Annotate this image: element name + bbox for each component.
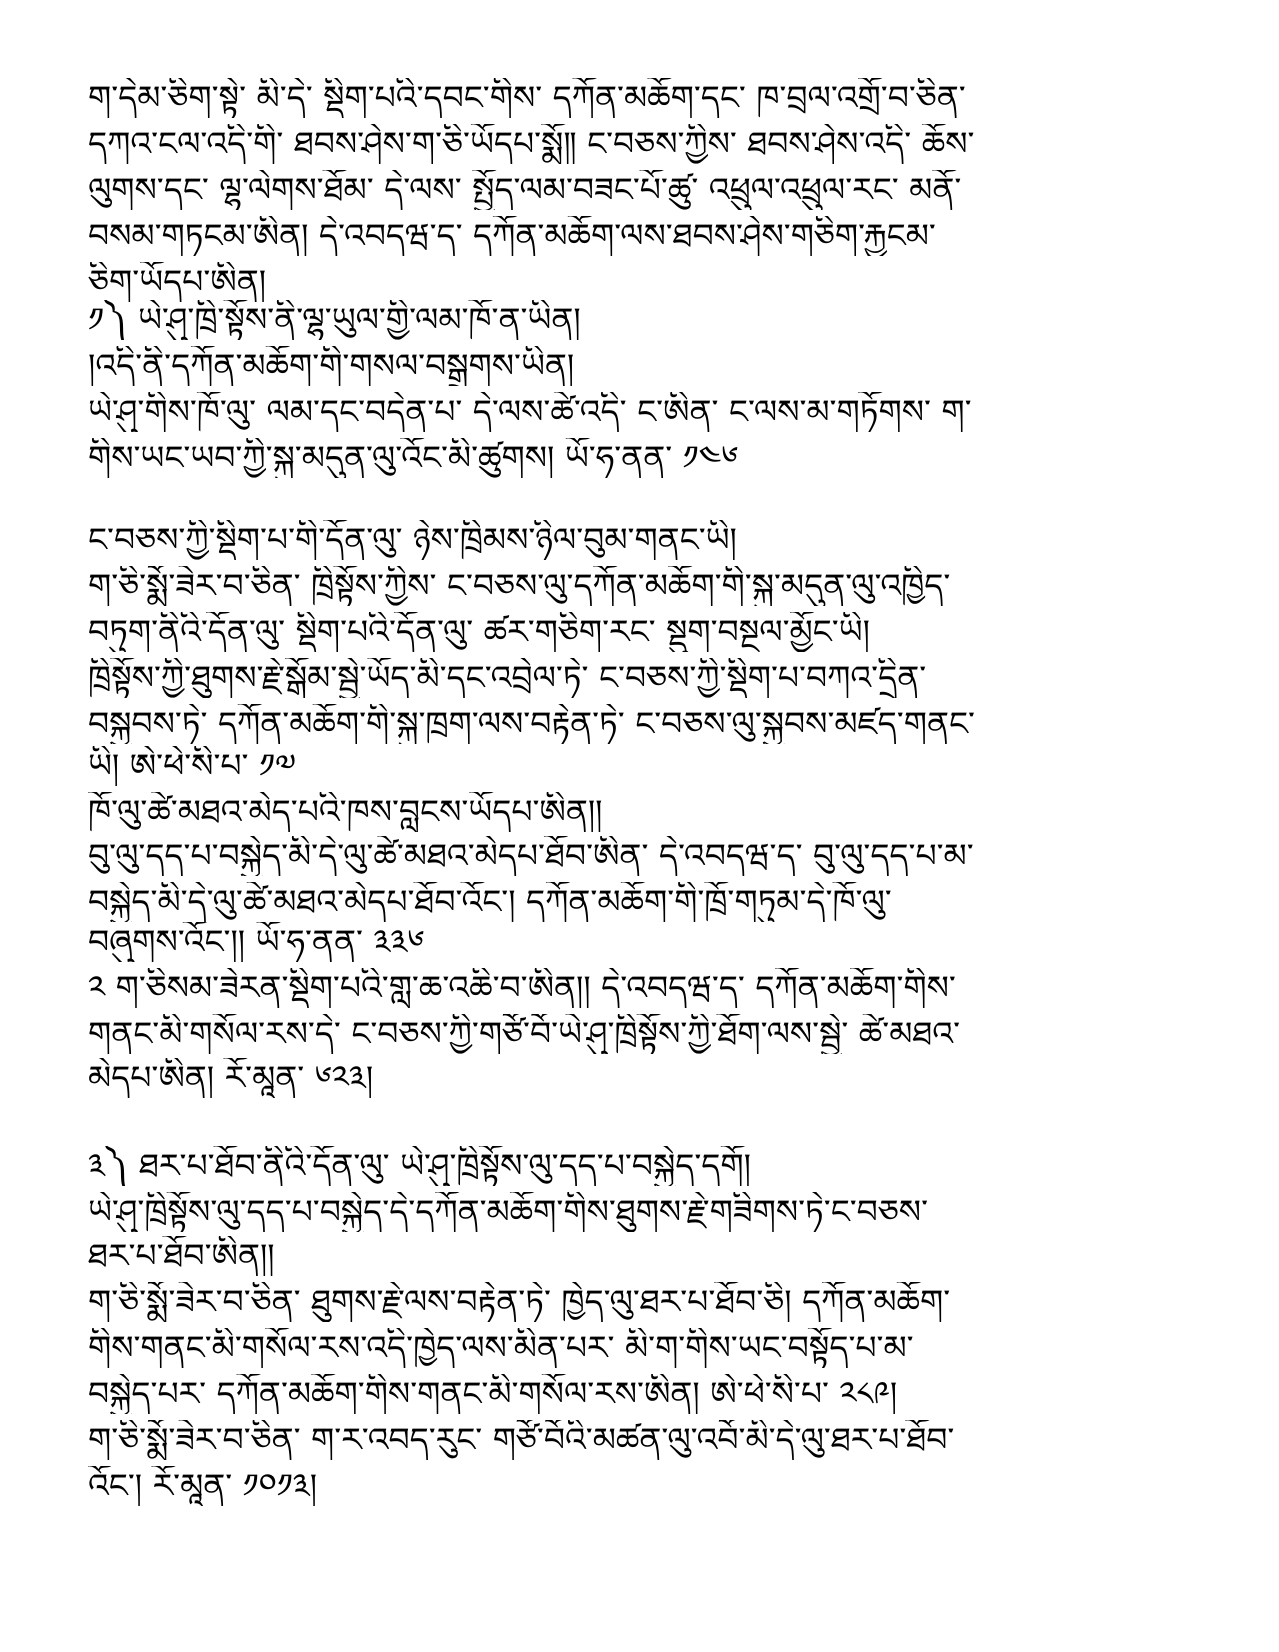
text-line: གིས་གནང་མི་གསོལ་རས་འདི་ཁྱེད་ལས་མིན་པར་ མི་ག་གིས་ཡང་བསྟོད་པ་མ་ <box>88 1328 914 1367</box>
text-line: ག་ཅི་སྨོ་ཟེར་བ་ཅིན་ ག་ར་འབད་རུང་ གཙོ་བོའི་མཚན་ལུ་འབོ་མི་དེ་ལུ་ཐར་པ་ཐོབ་ <box>88 1420 955 1459</box>
text-line: བསམ་གཏངམ་ཨིན། དེ་འབདཝ་ད་ དཀོན་མཆོག་ལས་ཐབས་ཤེས་གཅིག་རྐྱངམ་ <box>88 216 936 255</box>
text-line: བསྐྱེད་མི་དེ་ལུ་ཚེ་མཐའ་མེདཔ་ཐོབ་འོང་། དཀོན་མཆོག་གི་ཁྲོ་གཏུམ་དེ་ཁོ་ལུ་ <box>88 882 892 921</box>
text-line: བུ་ལུ་དད་པ་བསྐྱེད་མི་དེ་ལུ་ཚེ་མཐའ་མེདཔ་ཐོབ་ཨིན་ དེ་འབདཝ་ད་ བུ་ལུ་དད་པ་མ་ <box>88 836 974 875</box>
text-line: བཞུགས་འོང་།། ཡོ་ཧ་ནན་ ༣༣༦ <box>88 922 425 961</box>
text-line: གནང་མི་གསོལ་རས་དེ་ ང་བཅས་ཀྱི་གཙོ་བོ་ཡེ་ཤུ་ཁྲིསྟོས་ཀྱི་ཐོག་ལས་སྦྱེ་ ཚེ་མཐའ་ <box>88 1014 961 1053</box>
text-line: ༢ ག་ཅིསམ་ཟེརན་སྡིག་པའི་གླ་ཆ་འཆི་བ་ཨིན།། དེ་འབདཝ་ད་ དཀོན་མཆོག་གིས་ <box>88 968 956 1007</box>
text-line: ཁྲིསྟོས་ཀྱི་ཐུགས་རྗེ་སྒོམ་སྦྱེ་ཡོད་མི་དང་འབྲེལ་ཏེ་ ང་བཅས་ཀྱི་སྡིག་པ་བཀའ་དྲིན་ <box>88 658 927 697</box>
section-heading: ༡༽ ཡེ་ཤུ་ཁྲི་སྟོས་ནི་ལྷ་ཡུལ་གྱི་ལམ་ཁོ་ན་ཡིན། <box>88 300 581 339</box>
text-line: འོང་། རོ་མཱན་ ༡༠༡༣། <box>88 1466 318 1505</box>
text-line: ཡེ་ཤུ་གིས་ཁོ་ལུ་ ལམ་དང་བདེན་པ་ དེ་ལས་ཚེ་འདི་ ང་ཨིན་ ང་ལས་མ་གཏོགས་ ག་ <box>88 392 972 431</box>
text-line: དཀའ་ངལ་འདི་གི་ ཐབས་ཤེས་ག་ཅི་ཡོདཔ་སྨོ༎ ང་བཅས་ཀྱིས་ ཐབས་ཤེས་འདི་ ཆོས་ <box>88 124 975 163</box>
text-line: བཏུག་ནིའི་དོན་ལུ་ སྡིག་པའི་དོན་ལུ་ ཚར་གཅིག་རང་ སྡུག་བསྔལ་མྱོང་ཡི། <box>88 612 870 651</box>
text-line: མེདཔ་ཨིན། རོ་མཱན་ ༦༢༣། <box>88 1058 374 1097</box>
section-heading: ༣༽ ཐར་པ་ཐོབ་ནིའི་དོན་ལུ་ ཡེ་ཤུ་ཁྲིསྟོས་ལུ་དད་པ་བསྐྱེད་དགོ། <box>88 1146 751 1185</box>
text-line: ཡི། ཨེ་ཕེ་སི་པ་ ༡༧ <box>88 746 297 785</box>
text-line: ག་ཅི་སྨོ་ཟེར་བ་ཅིན་ ཐུགས་རྗེ་ལས་བརྟེན་ཏེ་ ཁྱེད་ལུ་ཐར་པ་ཐོབ་ཅི། དཀོན་མཆོག་ <box>88 1282 951 1321</box>
text-line: བསྐྱབས་ཏེ་ དཀོན་མཆོག་གི་སྐུ་ཁྲག་ལས་བརྟེན་ཏེ་ ང་བཅས་ལུ་སྐྱབས་མཛད་གནང་ <box>88 704 975 743</box>
text-line: ཅིག་ཡོདཔ་ཨིན། <box>88 262 267 301</box>
text-line: བསྐྱེད་པར་ དཀོན་མཆོག་གིས་གནང་མི་གསོལ་རས་ཨིན། ཨེ་ཕེ་སི་པ་ ༢༨༩། <box>88 1374 898 1413</box>
text-line: གིས་ཡང་ཡབ་ཀྱི་སྐུ་མདུན་ལུ་འོང་མི་ཚུགས། ཡོ་ཧ་ནན་ ༡༤༦ <box>88 438 739 477</box>
text-line: ང་བཅས་ཀྱི་སྡིག་པ་གི་དོན་ལུ་ ཉེས་ཁྲིམས་ཉིལ་བུམ་གནང་ཡི། <box>88 520 737 559</box>
text-line: ཐར་པ་ཐོབ་ཨིན།། <box>88 1236 275 1275</box>
text-line: ཁོ་ལུ་ཚེ་མཐའ་མེད་པའི་ཁས་བླངས་ཡོདཔ་ཨིན།། <box>88 792 603 831</box>
text-line: །འདི་ནི་དཀོན་མཆོག་གི་གསལ་བསྒྲགས་ཡིན། <box>88 346 575 385</box>
text-line: ལུགས་དང་ ལྷ་ལེགས་ཐོམ་ དེ་ལས་ སྤྱོད་ལམ་བཟང་པོ་ཚུ་ འཕྲུལ་འཕྲུལ་རང་ མནོ་ <box>88 170 962 209</box>
text-line: ག་དེམ་ཅིག་སྟེ་ མི་དེ་ སྡིག་པའི་དབང་གིས་ དཀོན་མཆོག་དང་ ཁ་བྲལ་འགྲོ་བ་ཅིན་ <box>88 78 966 117</box>
text-line: ཡེ་ཤུ་ཁྲིསྟོས་ལུ་དད་པ་བསྐྱེད་དེ་དཀོན་མཆོག་གིས་ཐུགས་རྗེ་གཟིགས་ཏེ་ང་བཅས་ <box>88 1192 929 1231</box>
text-line: ག་ཅི་སྨོ་ཟེར་བ་ཅིན་ ཁྲིསྟོས་ཀྱིས་ ང་བཅས་ལུ་དཀོན་མཆོག་གི་སྐུ་མདུན་ལུ་འཁྱིད་ <box>88 566 951 605</box>
